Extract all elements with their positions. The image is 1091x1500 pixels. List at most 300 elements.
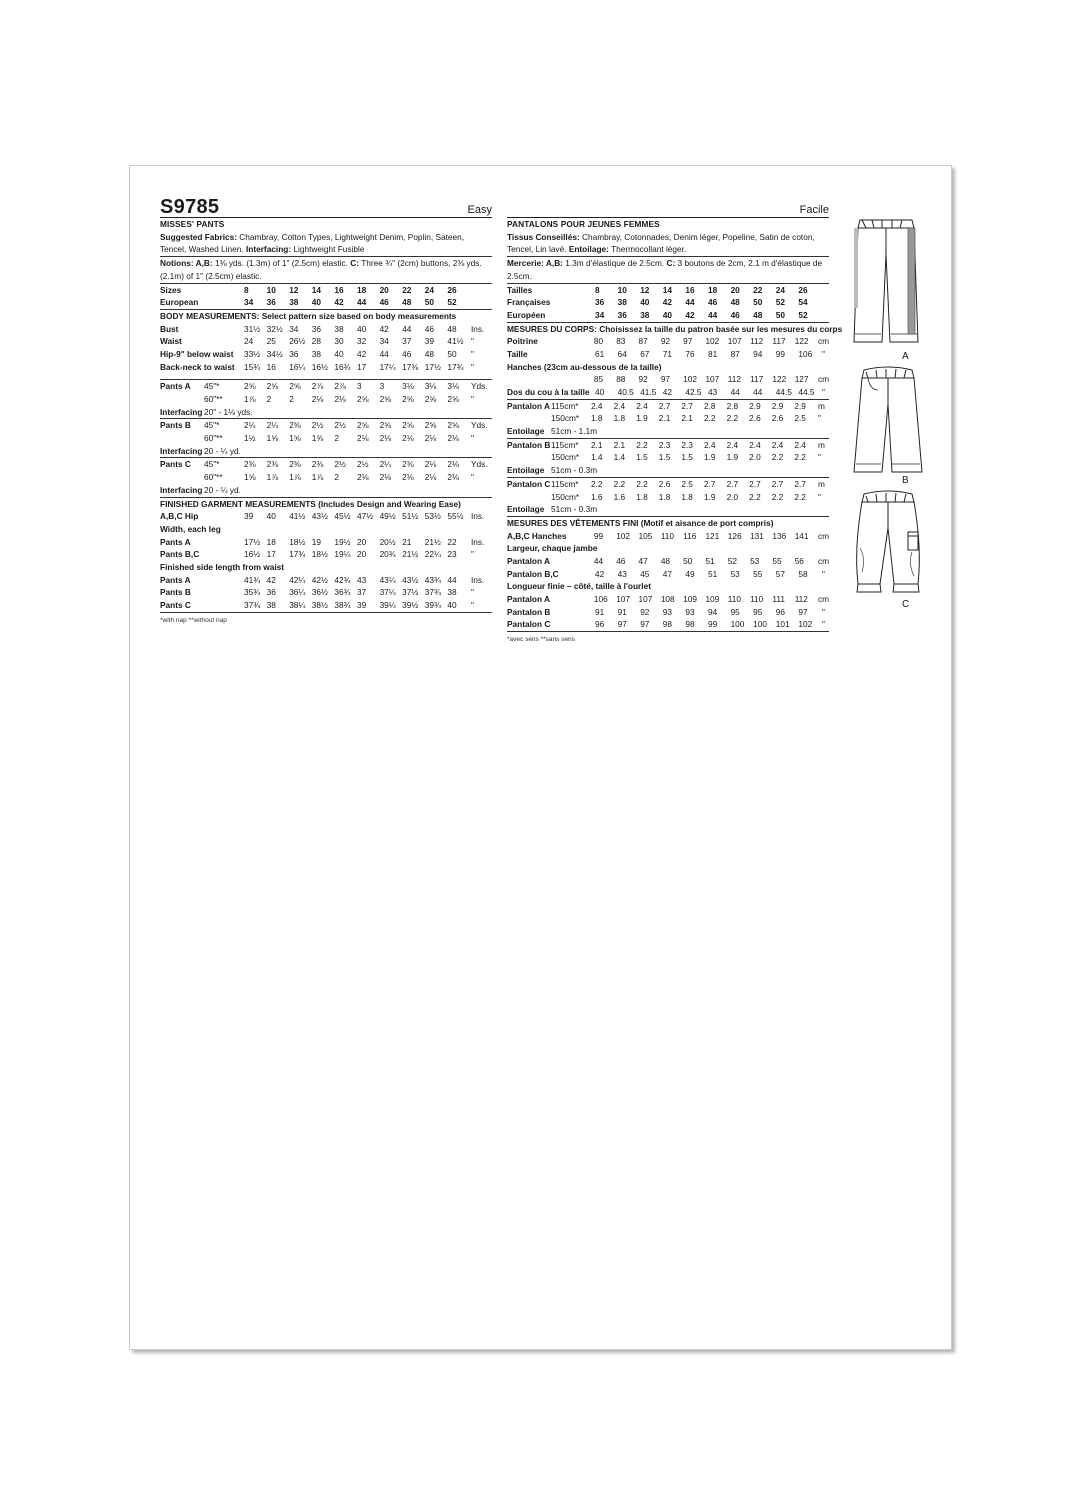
interfacing-row bbox=[507, 425, 829, 438]
sizes-table-fr bbox=[507, 284, 829, 323]
size-value: 16 bbox=[685, 284, 695, 295]
size-value: 43½ bbox=[311, 511, 328, 522]
row-label: Back-neck to waist bbox=[160, 361, 235, 372]
row-label: Poitrine bbox=[507, 336, 538, 347]
size-value: 20 bbox=[356, 549, 367, 560]
difficulty-level-fr: Facile bbox=[799, 204, 829, 216]
fabric-width: 115cm* bbox=[551, 478, 579, 489]
size-value: 2½ bbox=[334, 459, 346, 470]
size-value: 2⅛ bbox=[402, 433, 414, 444]
table-row bbox=[160, 323, 492, 336]
size-value: 2⅜ bbox=[244, 459, 256, 470]
interfacing-amount: 20" - 1⅛ yds. bbox=[204, 406, 253, 417]
size-value: 10 bbox=[266, 284, 276, 295]
size-value: 43 bbox=[617, 568, 627, 579]
size-value: 2.4 bbox=[771, 439, 784, 450]
size-value: 44 bbox=[753, 387, 763, 398]
interfacing-text: Lightweight Fusible bbox=[291, 244, 365, 255]
row-label: Waist bbox=[160, 336, 182, 347]
row-label: Françaises bbox=[507, 297, 551, 308]
table-row bbox=[507, 296, 829, 309]
size-value: 98 bbox=[662, 619, 673, 630]
table-row bbox=[507, 593, 829, 606]
interfacing-amount: 20 - ¼ yd. bbox=[204, 484, 241, 495]
size-value: 44 bbox=[730, 387, 740, 398]
table-row bbox=[160, 284, 492, 297]
pattern-title-fr: PANTALONS POUR JEUNES FEMMES bbox=[507, 219, 660, 229]
yardage-group bbox=[507, 400, 829, 439]
length-title: Finished side length from waist bbox=[160, 561, 285, 572]
size-value: 107 bbox=[727, 336, 742, 347]
size-value: 39 bbox=[244, 511, 254, 522]
table-row bbox=[160, 586, 492, 599]
size-value: 3⅛ bbox=[424, 381, 437, 392]
unit: Ins. bbox=[470, 536, 485, 547]
size-value: 42.5 bbox=[685, 387, 702, 398]
size-value: 96 bbox=[595, 619, 605, 630]
size-value: 96 bbox=[775, 606, 785, 617]
size-value: 17⅜ bbox=[402, 361, 419, 372]
size-value: 2.0 bbox=[749, 452, 761, 463]
row-label: Pantalon A bbox=[507, 594, 551, 605]
size-value: 2.4 bbox=[726, 439, 739, 450]
size-value: 34 bbox=[595, 309, 605, 320]
size-value: 42 bbox=[266, 574, 276, 585]
fabric-width: 45"* bbox=[204, 459, 220, 470]
size-value: 36¼ bbox=[289, 587, 306, 598]
width-rows bbox=[160, 536, 492, 561]
yardage-group bbox=[160, 380, 492, 419]
size-value: 2⅛ bbox=[379, 472, 392, 483]
row-label bbox=[160, 471, 204, 484]
size-value: 19¼ bbox=[334, 549, 351, 560]
size-value: 112 bbox=[794, 594, 808, 605]
size-value: 1.5 bbox=[658, 452, 671, 463]
size-value: 117 bbox=[750, 374, 764, 385]
size-value: 99 bbox=[593, 530, 604, 541]
size-value: 37¼ bbox=[379, 587, 396, 598]
size-value: 2⅜ bbox=[402, 459, 414, 470]
notions-label: Notions: A,B: bbox=[160, 258, 213, 269]
size-value: 44 bbox=[685, 297, 695, 308]
size-value: 52 bbox=[727, 555, 737, 566]
size-value: 106 bbox=[798, 348, 813, 359]
size-value: 34½ bbox=[266, 348, 283, 359]
size-value: 131 bbox=[750, 530, 764, 541]
size-value: 16¾ bbox=[334, 361, 351, 372]
size-value: 105 bbox=[638, 530, 653, 541]
size-value: 35¾ bbox=[244, 587, 261, 598]
size-value: 2.1 bbox=[658, 413, 671, 424]
size-value: 34 bbox=[244, 297, 254, 308]
table-row bbox=[160, 380, 492, 393]
table-row bbox=[507, 478, 829, 491]
fabric-width: 60"** bbox=[204, 394, 223, 405]
unit: Yds. bbox=[470, 420, 488, 431]
body-measurements bbox=[160, 310, 492, 380]
size-value: 37¾ bbox=[244, 600, 261, 611]
unit: " bbox=[821, 568, 825, 579]
table-row bbox=[507, 491, 829, 504]
header bbox=[160, 196, 492, 218]
size-value: 2¼ bbox=[379, 459, 392, 470]
size-value: 92 bbox=[640, 606, 650, 617]
size-value: 2⅛ bbox=[424, 433, 437, 444]
size-value: 39 bbox=[356, 600, 367, 611]
size-value: 1.8 bbox=[591, 413, 603, 424]
size-value: 36 bbox=[595, 297, 605, 308]
size-value: 38 bbox=[640, 309, 650, 320]
size-value: 1.4 bbox=[613, 452, 626, 463]
size-value: 30 bbox=[334, 336, 344, 347]
size-value: 2⅛ bbox=[311, 394, 324, 405]
size-value: 109 bbox=[683, 594, 697, 605]
pattern-envelope-back bbox=[129, 165, 952, 1350]
size-value: 58 bbox=[798, 568, 808, 579]
size-value: 22 bbox=[447, 536, 457, 547]
size-value: 85 bbox=[593, 374, 604, 385]
yardage-group bbox=[160, 419, 492, 458]
finished-measurements-fr bbox=[507, 517, 829, 632]
size-value: 2.2 bbox=[749, 491, 761, 502]
size-value: 2.8 bbox=[726, 400, 739, 411]
size-value: 61 bbox=[595, 348, 605, 359]
unit: " bbox=[470, 600, 474, 611]
size-value: 1.6 bbox=[591, 491, 603, 502]
size-value: 37½ bbox=[402, 587, 419, 598]
size-value: 52 bbox=[447, 297, 457, 308]
size-value: 37 bbox=[356, 587, 367, 598]
size-value: 2.5 bbox=[681, 478, 693, 489]
row-label: Taille bbox=[507, 348, 528, 359]
size-value: 2⅞ bbox=[334, 381, 346, 392]
size-value: 2⅛ bbox=[402, 472, 414, 483]
size-value: 2.6 bbox=[771, 413, 784, 424]
size-value: 2.2 bbox=[794, 491, 806, 502]
fabric-width: 60"** bbox=[204, 472, 223, 483]
size-value: 92 bbox=[638, 374, 648, 385]
size-value: 40 bbox=[311, 297, 322, 308]
row-label: Dos du cou à la taille bbox=[507, 387, 590, 398]
size-value: 55 bbox=[772, 555, 782, 566]
size-value: 1.9 bbox=[636, 413, 648, 424]
table-row bbox=[160, 335, 492, 348]
size-value: 2½ bbox=[334, 420, 346, 431]
row-label bbox=[507, 451, 551, 464]
size-value: 52 bbox=[775, 297, 785, 308]
size-value: 44 bbox=[379, 348, 389, 359]
size-value: 102 bbox=[705, 336, 720, 347]
size-value: 40 bbox=[334, 348, 344, 359]
size-value: 48 bbox=[753, 309, 763, 320]
row-label bbox=[507, 373, 594, 386]
size-value: 53 bbox=[730, 568, 740, 579]
size-value: 16½ bbox=[244, 549, 261, 560]
table-row bbox=[507, 606, 829, 619]
unit: Ins. bbox=[470, 511, 485, 522]
technical-drawings bbox=[852, 214, 932, 612]
notions-paragraph bbox=[160, 257, 492, 282]
pants-a-drawing-icon bbox=[852, 214, 932, 352]
size-value: 2.4 bbox=[703, 439, 716, 450]
fabrics-text-fr: Chambray, Cotonnades, Denim léger, Popeline, Satin de coton, Tencel, Lin lavé. bbox=[507, 231, 815, 255]
table-row bbox=[507, 309, 829, 322]
size-value: 36¾ bbox=[334, 587, 351, 598]
fabric-width: 45"* bbox=[204, 420, 220, 431]
size-value: 2.2 bbox=[794, 452, 806, 463]
size-value: 26 bbox=[798, 284, 808, 295]
unit: cm bbox=[818, 594, 830, 605]
size-value: 2⅝ bbox=[379, 420, 392, 431]
size-value: 48 bbox=[424, 348, 434, 359]
size-value: 37 bbox=[402, 336, 412, 347]
row-label: Pants A bbox=[160, 381, 191, 392]
size-value: 40 bbox=[356, 323, 367, 334]
table-row bbox=[160, 361, 492, 374]
size-value: 95 bbox=[730, 606, 740, 617]
size-value: 44 bbox=[707, 309, 718, 320]
table-row bbox=[507, 555, 829, 568]
size-value: 2¼ bbox=[244, 420, 256, 431]
interfacing-label: Interfacing: bbox=[245, 244, 292, 255]
size-value: 1½ bbox=[244, 433, 256, 444]
size-value: 136 bbox=[772, 530, 787, 541]
size-value: 17 bbox=[356, 361, 367, 372]
size-value: 97 bbox=[660, 374, 671, 385]
body-measurements-fr bbox=[507, 323, 843, 400]
size-value: 38 bbox=[289, 297, 299, 308]
size-value: 2⅝ bbox=[402, 394, 414, 405]
row-label: Bust bbox=[160, 323, 179, 334]
size-value: 2⅛ bbox=[356, 433, 369, 444]
unit: cm bbox=[818, 374, 830, 385]
size-value: 97 bbox=[683, 336, 693, 347]
size-value: 51½ bbox=[402, 511, 419, 522]
interfacing-label: Interfacing bbox=[160, 406, 203, 417]
size-value: 42 bbox=[356, 348, 367, 359]
size-value: 34 bbox=[289, 323, 299, 334]
finished-hip-row-fr bbox=[507, 530, 829, 543]
size-value: 43¼ bbox=[379, 574, 396, 585]
notions-c-text: Three ¾" (2cm) buttons, 2⅜ yds. (2.1m) of 1" (2.5cm) elastic. bbox=[160, 258, 482, 281]
size-value: 2⅝ bbox=[379, 394, 392, 405]
size-value: 42 bbox=[595, 568, 605, 579]
size-value: 1.6 bbox=[613, 491, 626, 502]
yardage-group bbox=[507, 478, 829, 517]
size-value: 122 bbox=[772, 374, 787, 385]
unit: " bbox=[470, 472, 474, 483]
size-value: 110 bbox=[750, 594, 764, 605]
row-label: Pants A bbox=[160, 574, 191, 585]
size-value: 36 bbox=[289, 348, 299, 359]
size-value: 2⅝ bbox=[424, 394, 437, 405]
unit: " bbox=[470, 336, 474, 347]
row-label: A,B,C Hanches bbox=[507, 530, 567, 541]
size-value: 17½ bbox=[244, 536, 261, 547]
row-label: Pantalon A bbox=[507, 555, 551, 566]
row-label: Pants C bbox=[160, 459, 191, 470]
size-value: 2⅛ bbox=[356, 472, 369, 483]
size-value: 2⅝ bbox=[289, 381, 301, 392]
size-value: 2.2 bbox=[703, 413, 716, 424]
table-row bbox=[160, 348, 492, 361]
unit: " bbox=[817, 452, 821, 463]
size-value: 1⅝ bbox=[311, 433, 324, 444]
size-value: 93 bbox=[685, 606, 695, 617]
size-value: 101 bbox=[775, 619, 790, 630]
size-value: 3 bbox=[379, 381, 385, 392]
size-value: 2.2 bbox=[591, 478, 603, 489]
notions-block bbox=[160, 257, 492, 283]
size-value: 1.5 bbox=[636, 452, 648, 463]
size-value: 2 bbox=[334, 472, 339, 483]
unit: cm bbox=[818, 555, 830, 566]
width-title-fr: Largeur, chaque jambe bbox=[507, 543, 598, 554]
footnote-fr: *avec sens **sans sens bbox=[507, 636, 575, 644]
unit: " bbox=[470, 348, 474, 359]
figure-a bbox=[852, 214, 932, 364]
size-value: 17¼ bbox=[379, 361, 396, 372]
table-row bbox=[507, 348, 829, 361]
size-value: 53 bbox=[750, 555, 760, 566]
size-value: 87 bbox=[730, 348, 740, 359]
size-value: 42¼ bbox=[289, 574, 306, 585]
finished-measurements bbox=[160, 498, 492, 613]
size-value: 2.7 bbox=[681, 400, 693, 411]
unit: " bbox=[470, 361, 474, 372]
size-value: 107 bbox=[638, 594, 653, 605]
size-value: 39 bbox=[424, 336, 434, 347]
size-value: 50 bbox=[753, 297, 763, 308]
size-value: 1.9 bbox=[703, 491, 716, 502]
size-value: 20 bbox=[379, 284, 389, 295]
unit: " bbox=[470, 433, 474, 444]
size-value: 2.8 bbox=[703, 400, 716, 411]
size-value: 91 bbox=[617, 606, 627, 617]
size-value: 2⅛ bbox=[447, 433, 459, 444]
size-value: 71 bbox=[662, 348, 673, 359]
size-value: 67 bbox=[640, 348, 650, 359]
size-value: 8 bbox=[244, 284, 249, 295]
size-value: 1.8 bbox=[636, 491, 648, 502]
size-value: 25 bbox=[266, 336, 276, 347]
size-value: 42 bbox=[662, 297, 673, 308]
size-value: 38 bbox=[617, 297, 627, 308]
size-value: 10 bbox=[617, 284, 627, 295]
size-value: 109 bbox=[705, 594, 720, 605]
row-label: Pantalon A bbox=[507, 400, 551, 411]
size-value: 102 bbox=[683, 374, 697, 385]
size-value: 40 bbox=[640, 297, 650, 308]
size-value: 46 bbox=[402, 348, 412, 359]
table-row bbox=[160, 471, 492, 484]
size-value: 1⅝ bbox=[289, 433, 301, 444]
size-value: 2⅛ bbox=[424, 472, 437, 483]
unit: " bbox=[817, 491, 821, 502]
yardage-table-fr bbox=[507, 400, 829, 517]
size-value: 18 bbox=[266, 536, 276, 547]
size-value: 14 bbox=[311, 284, 322, 295]
unit: " bbox=[470, 587, 474, 598]
table-row bbox=[160, 432, 492, 445]
size-value: 2⅝ bbox=[356, 394, 369, 405]
body-measurements-title-fr: MESURES DU CORPS: Choisissez la taille du patron basée sur les mesures du corps bbox=[507, 323, 843, 334]
figure-c bbox=[852, 488, 932, 612]
size-value: 55½ bbox=[447, 511, 464, 522]
fabric-width: 45"* bbox=[204, 381, 220, 392]
size-value: 46 bbox=[379, 297, 389, 308]
row-label bbox=[160, 393, 204, 406]
size-value: 18½ bbox=[289, 536, 306, 547]
size-value: 46 bbox=[707, 297, 718, 308]
size-value: 57 bbox=[775, 568, 785, 579]
interfacing-amount: 20 - ¼ yd. bbox=[204, 445, 241, 456]
interfacing-amount: 51cm - 0.3m bbox=[551, 465, 598, 476]
row-label: A,B,C Hip bbox=[160, 511, 199, 522]
size-value: 40.5 bbox=[617, 387, 634, 398]
size-value: 39½ bbox=[402, 600, 419, 611]
size-value: 53½ bbox=[424, 511, 441, 522]
size-value: 2⅝ bbox=[266, 381, 279, 392]
size-value: 16 bbox=[334, 284, 344, 295]
size-value: 2.2 bbox=[636, 478, 648, 489]
unit: m bbox=[817, 400, 825, 411]
size-value: 49½ bbox=[379, 511, 396, 522]
size-value: 14 bbox=[662, 284, 673, 295]
size-value: 49 bbox=[685, 568, 695, 579]
unit: " bbox=[821, 606, 825, 617]
size-value: 46 bbox=[616, 555, 626, 566]
size-value: 50 bbox=[775, 309, 785, 320]
pants-c-drawing-icon bbox=[852, 488, 932, 600]
size-value: 37¾ bbox=[424, 587, 441, 598]
unit: Yds. bbox=[470, 381, 488, 392]
table-row bbox=[160, 458, 492, 471]
fabrics-label-fr: Tissus Conseillés: bbox=[507, 231, 580, 242]
pattern-title: MISSES' PANTS bbox=[160, 219, 225, 229]
size-value: 2⅝ bbox=[402, 420, 414, 431]
size-value: 107 bbox=[705, 374, 720, 385]
size-value: 2.4 bbox=[636, 400, 648, 411]
unit: Ins. bbox=[470, 574, 485, 585]
size-value: 2⅝ bbox=[244, 381, 256, 392]
size-value: 2.4 bbox=[794, 439, 806, 450]
size-value: 93 bbox=[662, 606, 673, 617]
size-value: 12 bbox=[640, 284, 650, 295]
figure-label-a: A bbox=[902, 351, 909, 362]
size-value: 42½ bbox=[311, 574, 328, 585]
pants-b-drawing-icon bbox=[852, 364, 932, 476]
size-value: 43 bbox=[707, 387, 718, 398]
size-value: 51 bbox=[705, 555, 715, 566]
size-value: 1⅞ bbox=[244, 394, 256, 405]
body-measurements-rows-fr bbox=[507, 335, 829, 360]
size-value: 38¼ bbox=[289, 600, 306, 611]
fabric-width: 60"** bbox=[204, 433, 223, 444]
size-value: 47 bbox=[638, 555, 648, 566]
row-label bbox=[507, 412, 551, 425]
notions-label-fr: Mercerie: A,B: bbox=[507, 258, 563, 269]
size-value: 110 bbox=[660, 530, 675, 541]
figure-b bbox=[852, 364, 932, 488]
size-value: 18 bbox=[707, 284, 718, 295]
table-row bbox=[507, 568, 829, 581]
size-value: 38½ bbox=[311, 600, 328, 611]
body-measurements-rows bbox=[160, 323, 492, 374]
size-value: 43 bbox=[356, 574, 367, 585]
unit: " bbox=[470, 394, 474, 405]
size-value: 2.7 bbox=[726, 478, 739, 489]
